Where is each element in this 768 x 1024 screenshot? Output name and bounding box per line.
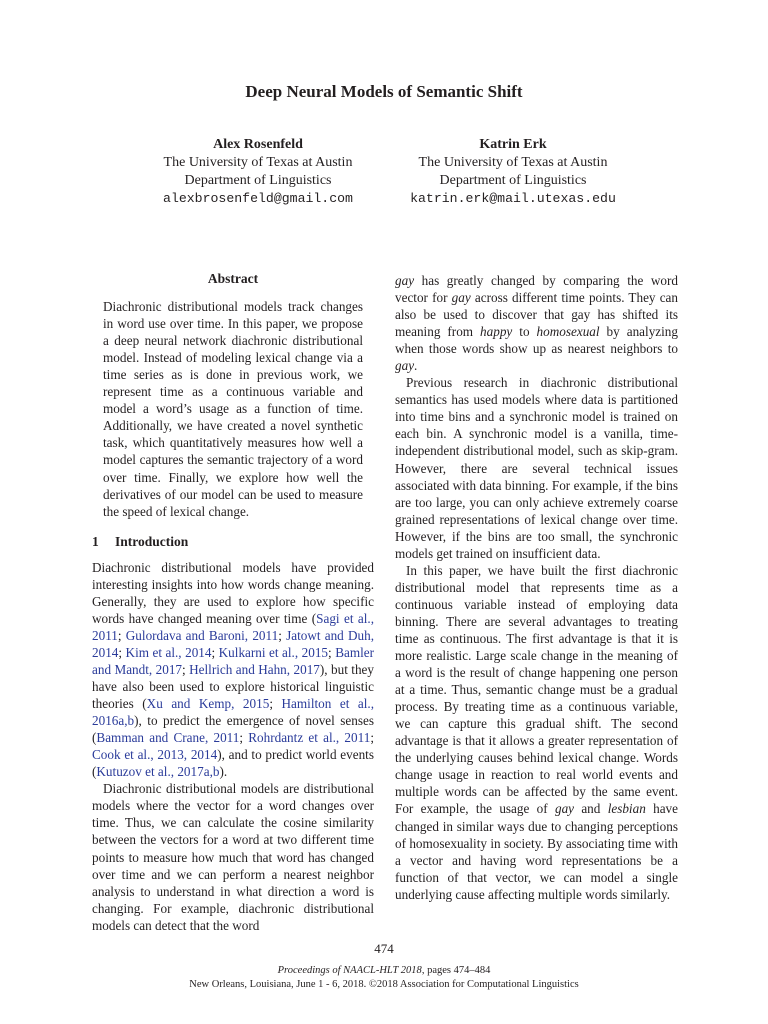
citation-link[interactable]: Kutuzov et al., 2017a,b <box>96 764 220 780</box>
citation-link[interactable]: Cook et al., 2013, 2014 <box>92 747 218 763</box>
paper-title: Deep Neural Models of Semantic Shift <box>245 82 523 101</box>
author-block-2 <box>378 136 648 208</box>
citation-link[interactable]: Bamman and Crane, 2011 <box>96 730 240 746</box>
intro-paragraph-3: Previous research in diachronic distributional semantics has used models where data is partitioned into time bins and a synchronic model is trained on each bin. A synchronic model is a vanilla, time-independent distributional model, such as skip-gram. However, there are several technical issues associated with data binning. For example, if the bins are too large, you can only achieve extremely coarse grained representations of lexical change over time. However, if the bins are too small, the synchronic models get trained on insufficient data. <box>395 375 678 561</box>
section-number: 1 <box>92 533 99 549</box>
intro-paragraph-2-continued: gay has greatly changed by comparing the word vector for gay across different time points. They can also be used to discover that gay has shifted its meaning from happy to homosexual by analyzing when those words show up as nearest neighbors to gay. <box>395 273 678 374</box>
citation-link[interactable]: Bamler and Mandt, 2017 <box>92 644 375 677</box>
section-heading-introduction <box>92 533 374 550</box>
author-name: Katrin Erk <box>479 137 547 152</box>
citation-link[interactable]: Rohrdantz et al., 2011 <box>248 730 371 746</box>
intro-paragraph-4: In this paper, we have built the first diachronic distributional model that represents time as a continuous variable instead of employing data binning. There are several advantages to treating time as continuous. The first advantage is that it is more realistic. Large scale change in the meaning of a word is the result of change happening one person at a time. Thus, semantic change must be a gradual process. By treating time as a continuous variable, we can capture this gradual shift. The second advantage is that it allows a greater representation of the underlying causes behind lexical change. Words change usage in reaction to real world events and multiple words can be affected by the same event. For example, the usage of gay and lesbian have changed in similar ways due to changing perceptions of homosexuality in society. By associating time with a vector and having word representations be a function of that vector, we can model a single underlying cause affecting multiple words similarly. <box>395 562 679 902</box>
author-affiliation: The University of Texas at Austin <box>163 155 353 170</box>
intro-paragraph-1: Diachronic distributional models have provided interesting insights into how words change meaning. Generally, they are used to explore how specific words have changed meaning over time (Sagi et al., 2011; Gulordava and Baroni, 2011; Jatowt and Duh, 2014; Kim et al., 2014; Kulkarni et al., 2015; Bamler and Mandt, 2017; Hellrich and Hahn, 2017), but they have also been used to explore historical linguistic theories (Xu and Kemp, 2015; Hamilton et al., 2016a,b), to predict the emergence of novel senses (Bamman and Crane, 2011; Rohrdantz et al., 2011; Cook et al., 2013, 2014), and to predict world events (Kutuzov et al., 2017a,b). <box>92 559 375 780</box>
author-email: katrin.erk@mail.utexas.edu <box>410 191 616 206</box>
footer <box>0 964 768 992</box>
abstract-heading: Abstract <box>207 271 259 286</box>
intro-paragraph-2: Diachronic distributional models are distributional models where the vector for a word changes over time. Thus, we can calculate the cosine similarity between the vectors for a word at two different time points to measure how much that word has changed over time and we can perform a nearest neighbor analysis to understand in what direction a word is changing. For example, diachronic distributional models can detect that the word <box>92 781 374 933</box>
citation-link[interactable]: Kulkarni et al., 2015 <box>218 644 329 660</box>
author-block-1 <box>123 136 393 208</box>
author-department: Department of Linguistics <box>184 173 332 188</box>
citation-link[interactable]: Hellrich and Hahn, 2017 <box>189 661 320 677</box>
citation-link[interactable]: Sagi et al., 2011 <box>92 610 374 643</box>
citation-link[interactable]: Gulordava and Baroni, 2011 <box>125 627 279 643</box>
page-number: 474 <box>374 941 394 956</box>
author-affiliation: The University of Texas at Austin <box>418 155 608 170</box>
citation-link[interactable]: Jatowt and Duh, 2014 <box>92 627 375 660</box>
footer-venue: New Orleans, Louisiana, June 1 - 6, 2018. ©2018 Association for Computational Linguistics <box>189 979 579 990</box>
abstract-text: Diachronic distributional models track changes in word use over time. In this paper, we propose a deep neural network diachronic distributional model. Instead of modeling lexical change via a time series as is done in previous work, we represent time as a continuous variable and model a word’s usage as a function of time. Additionally, we have created a novel synthetic task, which quantitatively measures how well a model captures the semantic trajectory of a word over time. Finally, we explore how well the derivatives of our model can be used to measure the speed of lexical change. <box>103 299 363 519</box>
citation-link[interactable]: Kim et al., 2014 <box>125 644 212 660</box>
footer-proceedings: Proceedings of NAACL-HLT 2018, pages 474–484 <box>277 965 491 976</box>
citation-link[interactable]: Xu and Kemp, 2015 <box>146 696 270 712</box>
left-column <box>92 270 374 934</box>
citation-link[interactable]: Hamilton et al., 2016a,b <box>92 696 375 729</box>
right-column <box>395 272 678 903</box>
author-email: alexbrosenfeld@gmail.com <box>163 191 353 206</box>
author-department: Department of Linguistics <box>439 173 587 188</box>
section-title: Introduction <box>115 533 189 549</box>
author-name: Alex Rosenfeld <box>213 137 303 152</box>
